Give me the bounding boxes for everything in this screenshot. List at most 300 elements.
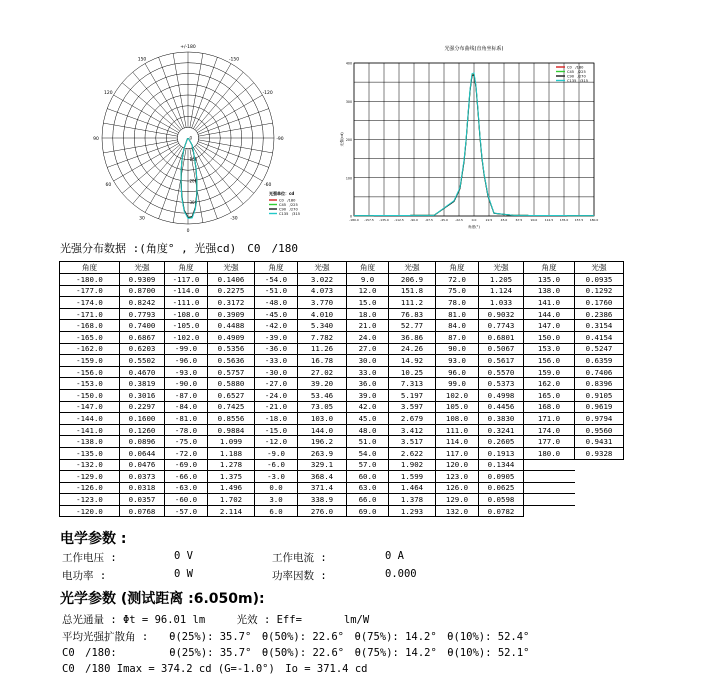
angle-cell	[524, 471, 575, 483]
angle-cell: 135.0	[524, 274, 575, 286]
intensity-cell	[575, 482, 624, 494]
polar-radial-label: 200	[189, 178, 198, 184]
angle-cell	[524, 482, 575, 494]
angle-cell: 126.0	[436, 482, 479, 494]
y-tick-label: 100	[345, 176, 352, 181]
intensity-cell: 196.2	[298, 436, 347, 448]
intensity-cell: 0.4998	[479, 389, 524, 401]
angle-cell: -171.0	[60, 308, 120, 320]
angle-cell: 165.0	[524, 389, 575, 401]
x-tick-label: 180.0	[589, 218, 599, 222]
angle-cell: 84.0	[436, 320, 479, 332]
table-row	[60, 343, 624, 355]
intensity-cell: 0.2386	[575, 308, 624, 320]
x-tick-label: 67.5	[515, 218, 523, 222]
angle-cell: -126.0	[60, 482, 120, 494]
angle-cell: 102.0	[436, 389, 479, 401]
intensity-cell: 0.0625	[479, 482, 524, 494]
angle-cell: 177.0	[524, 436, 575, 448]
angle-cell: -174.0	[60, 297, 120, 309]
intensity-cell: 0.9328	[575, 447, 624, 459]
polar-spoke	[198, 109, 269, 135]
x-tick-label: -180.0	[349, 218, 359, 222]
intensity-cell: 1.464	[389, 482, 436, 494]
table-row	[60, 378, 624, 390]
intensity-cell: 7.313	[389, 378, 436, 390]
intensity-cell: 329.1	[298, 459, 347, 471]
intensity-cell: 0.9105	[575, 389, 624, 401]
intensity-cell: 0.9560	[575, 424, 624, 436]
intensity-cell: 3.597	[389, 401, 436, 413]
x-tick-label: -135.0	[379, 218, 389, 222]
intensity-cell: 76.83	[389, 308, 436, 320]
intensity-cell	[575, 471, 624, 483]
column-header: 角度	[347, 262, 389, 274]
y-tick-label: 0	[349, 214, 352, 219]
x-tick-label: 22.5	[485, 218, 493, 222]
angle-cell: -132.0	[60, 459, 120, 471]
table-row	[60, 494, 624, 506]
intensity-cell: 1.496	[208, 482, 255, 494]
angle-cell: 156.0	[524, 355, 575, 367]
intensity-cell: 7.782	[298, 331, 347, 343]
polar-angle-label: 90	[93, 137, 99, 142]
intensity-cell: 53.46	[298, 389, 347, 401]
angle-cell: 36.0	[347, 378, 389, 390]
angle-cell: 48.0	[347, 424, 389, 436]
angle-cell: -24.0	[255, 389, 298, 401]
angle-cell: 171.0	[524, 413, 575, 425]
angle-cell: -96.0	[165, 355, 208, 367]
angle-cell: 114.0	[436, 436, 479, 448]
x-tick-label: -45.0	[440, 218, 448, 222]
column-header: 光强	[120, 262, 165, 274]
x-tick-label: -157.5	[364, 218, 374, 222]
angle-cell: -30.0	[255, 366, 298, 378]
angle-cell: -162.0	[60, 343, 120, 355]
intensity-cell: 0.0318	[120, 482, 165, 494]
angle-cell: 144.0	[524, 308, 575, 320]
table-row	[60, 389, 624, 401]
imax-line: C0 /180 Imax = 374.2 cd (G=-1.0°) Io = 371.4 cd	[62, 663, 368, 675]
angle-cell: -168.0	[60, 320, 120, 332]
intensity-cell: 0.1260	[120, 424, 165, 436]
intensity-cell: 0.8556	[208, 413, 255, 425]
intensity-cell: 0.2275	[208, 285, 255, 297]
angle-cell: -90.0	[165, 378, 208, 390]
intensity-cell: 1.902	[389, 459, 436, 471]
intensity-cell: 0.3154	[575, 320, 624, 332]
angle-cell: -45.0	[255, 308, 298, 320]
table-row	[60, 320, 624, 332]
intensity-cell: 1.378	[389, 494, 436, 506]
table-row	[60, 447, 624, 459]
intensity-cell: 1.033	[479, 297, 524, 309]
angle-cell: -48.0	[255, 297, 298, 309]
intensity-cell: 0.7743	[479, 320, 524, 332]
angle-cell: 159.0	[524, 366, 575, 378]
angle-cell: -117.0	[165, 274, 208, 286]
table-row	[60, 459, 624, 471]
polar-spoke	[196, 145, 254, 194]
polar-spoke	[133, 72, 182, 130]
angle-cell: 66.0	[347, 494, 389, 506]
intensity-cell: 0.5636	[208, 355, 255, 367]
polar-legend-label: C45 /225	[279, 203, 298, 207]
angle-cell: -21.0	[255, 401, 298, 413]
table-row	[60, 424, 624, 436]
intensity-cell	[575, 459, 624, 471]
angle-cell: 57.0	[347, 459, 389, 471]
angle-cell: 174.0	[524, 424, 575, 436]
intensity-cell: 0.7400	[120, 320, 165, 332]
table-row	[60, 366, 624, 378]
intensity-cell: 4.010	[298, 308, 347, 320]
angle-cell: 111.0	[436, 424, 479, 436]
intensity-cell: 0.5880	[208, 378, 255, 390]
intensity-cell: 0.0373	[120, 471, 165, 483]
x-tick-label: -112.5	[394, 218, 404, 222]
power-factor-label: 功率因数 :	[272, 570, 327, 582]
angle-cell: -135.0	[60, 447, 120, 459]
x-tick-label: 90.0	[530, 218, 538, 222]
column-header: 角度	[255, 262, 298, 274]
angle-cell: 168.0	[524, 401, 575, 413]
intensity-cell: 0.7425	[208, 401, 255, 413]
table-row	[60, 401, 624, 413]
angle-cell: 21.0	[347, 320, 389, 332]
polar-spoke	[195, 72, 244, 130]
intensity-cell: 0.7406	[575, 366, 624, 378]
angle-cell: 75.0	[436, 285, 479, 297]
angle-cell: -18.0	[255, 413, 298, 425]
angle-cell: 69.0	[347, 505, 389, 517]
intensity-cell: 0.5356	[208, 343, 255, 355]
angle-cell: -153.0	[60, 378, 120, 390]
cartesian-title: 光强分布曲线(直角坐标系)	[444, 46, 504, 52]
polar-spoke	[192, 57, 218, 128]
intensity-cell: 0.5502	[120, 355, 165, 367]
intensity-cell: 0.1292	[575, 285, 624, 297]
angle-cell: 63.0	[347, 482, 389, 494]
intensity-cell: 0.3909	[208, 308, 255, 320]
angle-cell: 42.0	[347, 401, 389, 413]
power-label: 电功率 :	[62, 570, 107, 582]
intensity-cell: 0.3830	[479, 413, 524, 425]
intensity-cell: 4.073	[298, 285, 347, 297]
intensity-cell: 0.4488	[208, 320, 255, 332]
voltage-label: 工作电压 :	[62, 552, 117, 564]
column-header: 角度	[436, 262, 479, 274]
intensity-cell: 263.9	[298, 447, 347, 459]
intensity-cell: 0.4456	[479, 401, 524, 413]
column-header: 光强	[575, 262, 624, 274]
angle-cell: -120.0	[60, 505, 120, 517]
intensity-cell: 0.5067	[479, 343, 524, 355]
table-row	[60, 308, 624, 320]
intensity-cell: 1.293	[389, 505, 436, 517]
legend-label: C45 /225	[567, 69, 586, 74]
x-tick-label: -22.5	[455, 218, 463, 222]
angle-cell	[524, 494, 575, 506]
angle-cell: -3.0	[255, 471, 298, 483]
angle-cell: 93.0	[436, 355, 479, 367]
y-tick-label: 200	[345, 138, 352, 142]
angle-cell: -51.0	[255, 285, 298, 297]
intensity-cell: 16.78	[298, 355, 347, 367]
angle-cell: 0.0	[255, 482, 298, 494]
intensity-cell: 0.9794	[575, 413, 624, 425]
polar-angle-label: -120	[262, 91, 273, 96]
intensity-cell: 338.9	[298, 494, 347, 506]
table-row	[60, 436, 624, 448]
angle-cell: -66.0	[165, 471, 208, 483]
angle-cell: -63.0	[165, 482, 208, 494]
x-axis-label: 角度(°)	[468, 225, 480, 229]
intensity-cell: 39.20	[298, 378, 347, 390]
y-axis-label: 光强(cd)	[340, 132, 344, 147]
intensity-cell: 0.6527	[208, 389, 255, 401]
column-header: 角度	[60, 262, 120, 274]
intensity-cell: 27.02	[298, 366, 347, 378]
column-header: 角度	[165, 262, 208, 274]
angle-cell: -72.0	[165, 447, 208, 459]
intensity-cell: 0.4909	[208, 331, 255, 343]
polar-radial-label: 300	[189, 200, 198, 205]
intensity-cell: 0.5617	[479, 355, 524, 367]
intensity-data-table	[59, 261, 624, 517]
intensity-cell: 0.5373	[479, 378, 524, 390]
intensity-cell: 2.679	[389, 413, 436, 425]
angle-cell: -114.0	[165, 285, 208, 297]
angle-cell: 81.0	[436, 308, 479, 320]
table-heading: 光强分布数据 :(角度° , 光强cd) C0 /180	[60, 242, 298, 255]
voltage-value: 0 V	[174, 550, 193, 562]
intensity-cell: 0.1344	[479, 459, 524, 471]
polar-legend-label: C135 /315	[279, 212, 301, 216]
angle-cell: -105.0	[165, 320, 208, 332]
angle-cell: -75.0	[165, 436, 208, 448]
intensity-cell: 0.9309	[120, 274, 165, 286]
angle-cell: -102.0	[165, 331, 208, 343]
table-header-row	[60, 262, 624, 274]
intensity-cell: 0.0935	[575, 274, 624, 286]
angle-cell: 18.0	[347, 308, 389, 320]
angle-cell: 33.0	[347, 366, 389, 378]
intensity-cell: 1.278	[208, 459, 255, 471]
table-row	[60, 505, 624, 517]
angle-cell: -165.0	[60, 331, 120, 343]
intensity-cell: 0.0357	[120, 494, 165, 506]
intensity-cell: 0.5247	[575, 343, 624, 355]
intensity-cell: 3.022	[298, 274, 347, 286]
angle-cell: 147.0	[524, 320, 575, 332]
intensity-cell: 0.3172	[208, 297, 255, 309]
angle-cell: 153.0	[524, 343, 575, 355]
table-row	[60, 482, 624, 494]
y-tick-label: 300	[345, 99, 352, 104]
polar-spoke	[103, 123, 178, 136]
intensity-cell: 0.1913	[479, 447, 524, 459]
intensity-cell: 73.05	[298, 401, 347, 413]
intensity-cell: 151.8	[389, 285, 436, 297]
angle-cell: -81.0	[165, 413, 208, 425]
angle-cell: -156.0	[60, 366, 120, 378]
polar-spoke	[122, 145, 180, 194]
angle-cell: -36.0	[255, 343, 298, 355]
c0-beam-angle-line: C0 /180: θ(25%): 35.7° θ(50%): 22.6° θ(75%): 14.2° θ(10%): 52.1°	[62, 647, 530, 659]
intensity-cell: 0.2605	[479, 436, 524, 448]
angle-cell: 30.0	[347, 355, 389, 367]
polar-spoke	[198, 123, 273, 136]
angle-cell: 60.0	[347, 471, 389, 483]
intensity-cell: 0.0598	[479, 494, 524, 506]
angle-cell: -138.0	[60, 436, 120, 448]
intensity-cell: 11.26	[298, 343, 347, 355]
legend-label: C135 /315	[567, 78, 589, 83]
angle-cell: -60.0	[165, 494, 208, 506]
intensity-cell: 0.1406	[208, 274, 255, 286]
angle-cell: 87.0	[436, 331, 479, 343]
angle-cell: 15.0	[347, 297, 389, 309]
angle-cell: -111.0	[165, 297, 208, 309]
angle-cell: 138.0	[524, 285, 575, 297]
polar-legend-label: C90 /270	[279, 207, 298, 212]
angle-cell: -57.0	[165, 505, 208, 517]
intensity-cell: 111.2	[389, 297, 436, 309]
angle-cell: -84.0	[165, 401, 208, 413]
angle-cell: -177.0	[60, 285, 120, 297]
intensity-cell: 1.205	[479, 274, 524, 286]
power-factor-value: 0.000	[385, 568, 417, 580]
x-tick-label: 135.0	[559, 218, 569, 222]
intensity-cell: 0.4670	[120, 366, 165, 378]
polar-legend-label: C0 /180	[279, 198, 296, 203]
power-value: 0 W	[174, 568, 193, 580]
intensity-cell: 0.5570	[479, 366, 524, 378]
polar-angle-label: -60	[263, 183, 272, 188]
angle-cell: -123.0	[60, 494, 120, 506]
table-row	[60, 331, 624, 343]
angle-cell: 117.0	[436, 447, 479, 459]
polar-spoke	[122, 83, 180, 132]
x-tick-label: 0.0	[471, 218, 477, 222]
polar-angle-label: 30	[139, 216, 145, 222]
x-tick-label: -67.5	[425, 218, 433, 222]
polar-angle-label: 150	[137, 57, 147, 63]
angle-cell: 54.0	[347, 447, 389, 459]
intensity-cell: 0.1600	[120, 413, 165, 425]
intensity-cell: 0.1760	[575, 297, 624, 309]
polar-spoke	[196, 83, 254, 132]
intensity-cell: 1.188	[208, 447, 255, 459]
angle-cell: -69.0	[165, 459, 208, 471]
angle-cell: 51.0	[347, 436, 389, 448]
electrical-title: 电学参数 :	[60, 531, 127, 547]
angle-cell: 162.0	[524, 378, 575, 390]
x-tick-label: 157.5	[574, 218, 584, 222]
intensity-cell: 0.9032	[479, 308, 524, 320]
intensity-cell: 371.4	[298, 482, 347, 494]
intensity-cell: 52.77	[389, 320, 436, 332]
column-header: 角度	[524, 262, 575, 274]
table-row	[60, 285, 624, 297]
intensity-cell: 2.114	[208, 505, 255, 517]
angle-cell: 132.0	[436, 505, 479, 517]
intensity-cell: 0.2297	[120, 401, 165, 413]
polar-spoke	[195, 146, 244, 204]
y-tick-label: 400	[345, 61, 352, 66]
intensity-cell: 1.599	[389, 471, 436, 483]
polar-spoke	[159, 57, 185, 128]
polar-spoke	[107, 109, 178, 135]
angle-cell: -144.0	[60, 413, 120, 425]
angle-cell: 9.0	[347, 274, 389, 286]
intensity-cell: 10.25	[389, 366, 436, 378]
angle-cell: -33.0	[255, 355, 298, 367]
polar-spoke	[198, 140, 273, 153]
angle-cell: -141.0	[60, 424, 120, 436]
angle-cell: 90.0	[436, 343, 479, 355]
angle-cell: 129.0	[436, 494, 479, 506]
angle-cell: 123.0	[436, 471, 479, 483]
angle-cell: 108.0	[436, 413, 479, 425]
intensity-cell: 36.86	[389, 331, 436, 343]
intensity-cell: 2.622	[389, 447, 436, 459]
angle-cell: -12.0	[255, 436, 298, 448]
polar-angle-label: +/-180	[180, 45, 196, 50]
angle-cell: -39.0	[255, 331, 298, 343]
polar-intensity-chart	[93, 45, 301, 235]
angle-cell: -78.0	[165, 424, 208, 436]
table-row	[60, 274, 624, 286]
column-header: 光强	[298, 262, 347, 274]
intensity-cell: 1.702	[208, 494, 255, 506]
intensity-cell: 1.375	[208, 471, 255, 483]
polar-angle-label: 0	[186, 229, 190, 234]
x-tick-label: 45.0	[500, 218, 508, 222]
angle-cell	[524, 505, 575, 517]
intensity-cell: 0.0782	[479, 505, 524, 517]
polar-angle-label: -150	[228, 57, 240, 63]
intensity-cell: 0.6801	[479, 331, 524, 343]
intensity-cell: 1.099	[208, 436, 255, 448]
intensity-cell: 0.9884	[208, 424, 255, 436]
angle-cell: 45.0	[347, 413, 389, 425]
angle-cell: 39.0	[347, 389, 389, 401]
table-row	[60, 355, 624, 367]
angle-cell: 78.0	[436, 297, 479, 309]
intensity-cell: 0.9619	[575, 401, 624, 413]
angle-cell: 3.0	[255, 494, 298, 506]
polar-spoke	[133, 146, 182, 204]
polar-spoke	[198, 142, 269, 168]
intensity-cell: 0.7793	[120, 308, 165, 320]
angle-cell: -42.0	[255, 320, 298, 332]
angle-cell: 180.0	[524, 447, 575, 459]
luminous-flux-line: 总光通量 : Φt = 96.01 lm 光效 : Eff= lm/W	[62, 614, 370, 626]
intensity-cell: 0.0476	[120, 459, 165, 471]
average-beam-angle-line: 平均光强扩散角 : θ(25%): 35.7° θ(50%): 22.6° θ(75%): 14.2° θ(10%): 52.4°	[62, 631, 530, 643]
angle-cell: 27.0	[347, 343, 389, 355]
x-tick-label: 112.5	[544, 218, 554, 222]
intensity-cell: 0.6359	[575, 355, 624, 367]
angle-cell: -6.0	[255, 459, 298, 471]
angle-cell: -129.0	[60, 471, 120, 483]
angle-cell: -54.0	[255, 274, 298, 286]
polar-spoke	[107, 142, 178, 168]
angle-cell: -15.0	[255, 424, 298, 436]
